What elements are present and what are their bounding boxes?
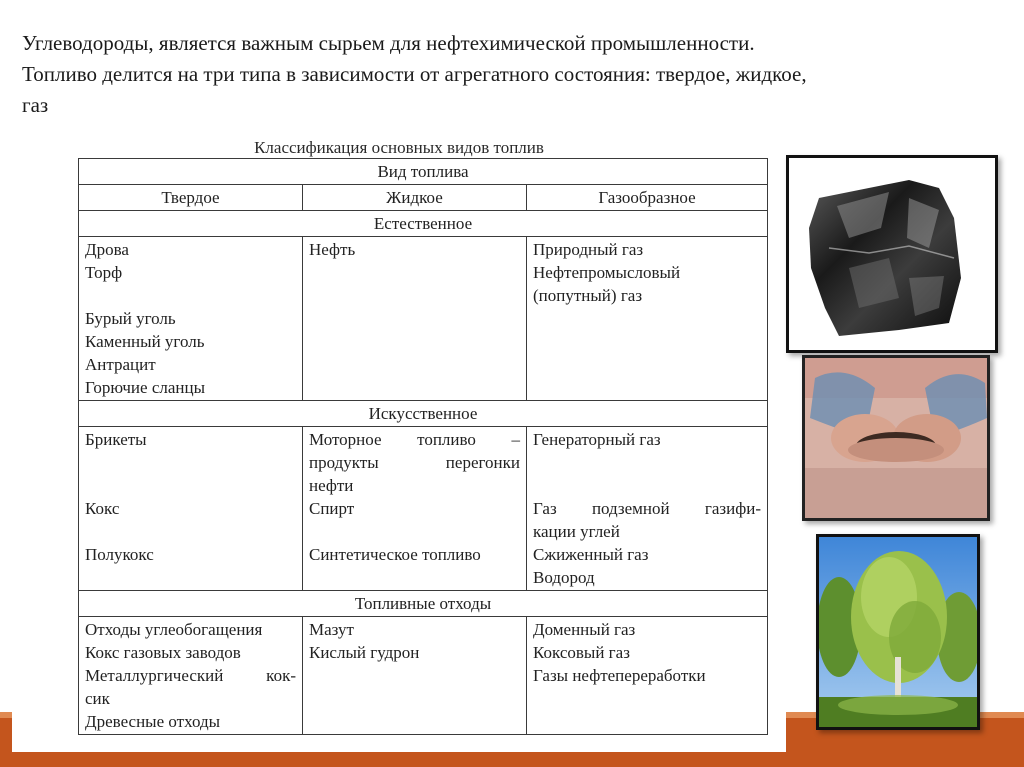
cell-line: [309, 520, 520, 543]
cell-line: Природный газ: [533, 240, 644, 259]
cell-line: Генераторный газ: [533, 430, 661, 449]
cell-line: (попутный) газ: [533, 286, 643, 305]
cell-waste-solid: [79, 617, 303, 735]
cell-line: Каменный уголь: [85, 332, 205, 351]
intro-line-1: Углеводороды, является важным сырьем для нефтехимической промышленности.: [22, 31, 755, 55]
cell-line: Антрацит: [85, 355, 156, 374]
cell-line: сик: [85, 689, 110, 708]
cell-line: Древесные отходы: [85, 712, 221, 731]
cell-line: [533, 474, 761, 497]
cell-line: Брикеты: [85, 430, 147, 449]
cell-artificial-gas: [527, 427, 768, 591]
cell-line: Газ подземной газифи-: [533, 499, 762, 518]
cell-line: Коксовый газ: [533, 643, 630, 662]
cell-line: Бурый уголь: [85, 309, 176, 328]
cell-line: Отходы углеобогащения: [85, 620, 263, 639]
cell-line: Горючие сланцы: [85, 378, 206, 397]
cell-natural-liquid: [303, 237, 527, 401]
birch-tree-photo: [816, 534, 980, 730]
cell-line: нефти: [309, 476, 354, 495]
column-gas: Газообразное: [527, 185, 768, 211]
section-row-waste: [79, 591, 768, 617]
cell-line: [85, 451, 296, 474]
fuel-type-header: Вид топлива: [79, 159, 768, 185]
cell-line: продукты перегонки: [309, 453, 520, 472]
coal-photo: [786, 155, 998, 353]
cell-line: Металлургический кок-: [85, 666, 296, 685]
cell-line: Мазут: [309, 620, 354, 639]
cell-line: [85, 520, 296, 543]
cell-line: кации углей: [533, 522, 620, 541]
hands-holding-peat-image: [805, 358, 987, 518]
cell-natural-solid: [79, 237, 303, 401]
birch-tree-image: [819, 537, 977, 727]
table-row-natural: [79, 237, 768, 401]
section-title-waste: Топливные отходы: [79, 591, 768, 617]
cell-line: Кислый гудрон: [309, 643, 420, 662]
table-title: Классификация основных видов топлив: [254, 138, 544, 157]
intro-line-3: газ: [22, 93, 49, 117]
cell-natural-gas: [527, 237, 768, 401]
column-solid: Твердое: [79, 185, 303, 211]
cell-line: Газы нефтепереработки: [533, 666, 706, 685]
table-card: [12, 128, 786, 752]
section-title-natural: Естественное: [79, 211, 768, 237]
cell-line: Кокс газовых заводов: [85, 643, 241, 662]
table-row-waste: [79, 617, 768, 735]
cell-line: Дрова: [85, 240, 129, 259]
cell-line: Доменный газ: [533, 620, 636, 639]
cell-line: Кокс: [85, 499, 120, 518]
peat-hands-photo: [802, 355, 990, 521]
intro-text: [22, 28, 1018, 121]
cell-line: [85, 284, 296, 307]
section-title-artificial: Искусственное: [79, 401, 768, 427]
section-row-natural: [79, 211, 768, 237]
table-row-artificial: [79, 427, 768, 591]
cell-artificial-liquid: [303, 427, 527, 591]
cell-line: Моторное топливо –: [309, 430, 520, 449]
cell-line: Водород: [533, 568, 595, 587]
cell-line: Торф: [85, 263, 123, 282]
cell-waste-liquid: [303, 617, 527, 735]
column-liquid: Жидкое: [303, 185, 527, 211]
intro-line-2: Топливо делится на три типа в зависимости от агрегатного состояния: твердое, жидкое,: [22, 62, 807, 86]
cell-artificial-solid: [79, 427, 303, 591]
cell-line: Синтетическое топливо: [309, 545, 481, 564]
columns-row: [79, 185, 768, 211]
header-row: [79, 159, 768, 185]
cell-line: [85, 474, 296, 497]
fuel-classification-table: [78, 158, 768, 735]
cell-line: Нефтепромысловый: [533, 263, 681, 282]
cell-line: Сжиженный газ: [533, 545, 649, 564]
cell-line: Нефть: [309, 240, 356, 259]
section-row-artificial: [79, 401, 768, 427]
cell-line: Спирт: [309, 499, 355, 518]
coal-lump-image: [789, 158, 995, 350]
cell-waste-gas: [527, 617, 768, 735]
cell-line: Полукокс: [85, 545, 154, 564]
cell-line: [533, 451, 761, 474]
